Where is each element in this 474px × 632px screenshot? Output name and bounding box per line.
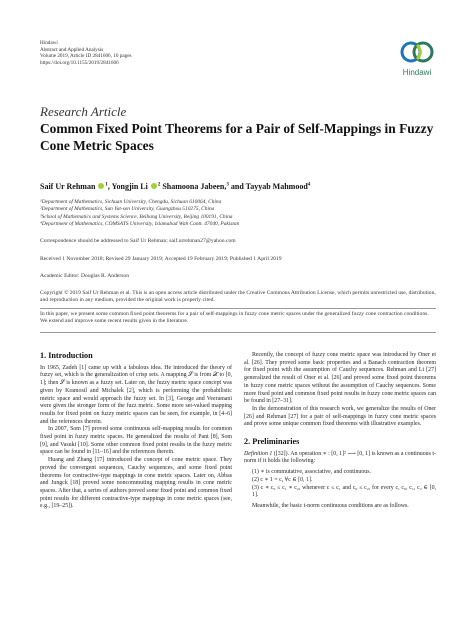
author-separator: Shamoona Jabeen, bbox=[160, 182, 227, 191]
definition-text: ([32]). An operation ∗ : [0, 1]² ⟶ [0, 1] is known as a continuous t-norm if it holds the following: bbox=[244, 450, 436, 465]
abstract: In this paper, we present some common fixed point theorems for a pair of self-mappings in fuzzy cone metric spaces under the generalized fuzzy cone contraction conditions. We extend and improve some recent results given in the literature. bbox=[40, 311, 429, 325]
section-heading-introduction: 1. Introduction bbox=[40, 351, 93, 360]
orcid-icon[interactable] bbox=[98, 183, 104, 189]
paragraph: Recently, the concept of fuzzy cone metric space was introduced by Oner et al. [26]. They proved some basic properties and a Banach contraction theorem for fixed point with the assumption of Cauchy sequences. Rehman and Li [27] generalized the result of Oner et al. [26] and proved some fixed point theorems in fuzzy cone metric spaces without the assumption of Cauchy sequences. Some more fixed point and common fixed point results in fuzzy cone metric spaces can be found in [27–31]. bbox=[244, 352, 436, 405]
definition-label: Definition 1 bbox=[244, 450, 273, 457]
volume-info: Volume 2019, Article ID 2841606, 10 pages bbox=[40, 53, 132, 60]
publisher-name: Hindawi bbox=[40, 40, 58, 46]
affiliations bbox=[40, 199, 239, 229]
doi-link[interactable]: https://doi.org/10.1155/2019/2841606 bbox=[40, 59, 119, 66]
divider bbox=[40, 332, 436, 333]
author-list bbox=[40, 182, 310, 191]
list-item: (2) c ∗ 1 = c, ∀c ∈ [0, 1]. bbox=[252, 476, 313, 483]
paragraph: Huang and Zhang [17] introduced the concept of cone metric space. They proved the convergent sequences, Cauchy sequences, and some fixed point theorems for contractive-type mappings in cone metric spaces. Later on, Abbas and Jungck [18] proved some noncommuting mapping results in cone metric spaces. After that, a series of authors proved some fixed point and common fixed point results for different contractive-type mappings in cone metric spaces (see, e.g., [19–25]). bbox=[40, 457, 232, 510]
author-affil-marker: 3 bbox=[226, 182, 229, 188]
author-affil-marker: 4 bbox=[307, 182, 311, 188]
list-item: (1) ∗ is commutative, associative, and continuous. bbox=[252, 469, 372, 476]
author-affil-marker: 2 bbox=[157, 182, 161, 188]
copyright-notice: Copyright © 2019 Saif Ur Rehman et al. This is an open access article distributed under the Creative Commons Attribution License, which permits unrestricted use, distribution, and reproduction in any medium, provided the original work is properly cited. bbox=[40, 290, 436, 304]
orcid-icon[interactable] bbox=[151, 183, 157, 189]
logo-text: Hindawi bbox=[402, 68, 432, 77]
definition-conditions bbox=[252, 469, 436, 500]
hindawi-logo bbox=[393, 37, 441, 77]
right-column bbox=[244, 352, 436, 511]
article-type: Research Article bbox=[40, 104, 127, 119]
author-affil-marker: 1 bbox=[105, 182, 108, 188]
paper-title: Common Fixed Point Theorems for a Pair of Self-Mappings in Fuzzy Cone Metric Spaces bbox=[40, 121, 434, 153]
affiliation-line: ⁴Department of Mathematics, COMSATS University, Islamabad Wah Cantt. 47040, Pakistan bbox=[40, 221, 240, 228]
affiliation-line: ¹Department of Mathematics, Sichuan University, Chengdu, Sichuan 610064, China bbox=[40, 199, 222, 205]
author-separator: , bbox=[107, 182, 112, 191]
correspondence: Correspondence should be addressed to Saif Ur Rehman; saif.urrehman27@yahoo.com bbox=[40, 238, 236, 244]
affiliation-line: ³School of Mathematics and Systems Science, Beihang University, Beijing 100191, China bbox=[40, 213, 233, 220]
paragraph: In the demonstration of this research work, we generalize the results of Oner [26] and Rehman [27] for a pair of self-mappings in fuzzy cone metric spaces and prove some unique common fixed theorems with illustrative examples. bbox=[244, 405, 436, 428]
divider bbox=[40, 308, 436, 309]
author-name: Saif Ur Rehman bbox=[40, 182, 96, 191]
author-name: Yongjin Li bbox=[111, 182, 148, 191]
paragraph: In 2007, Som [7] proved some continuous self-mapping results for common fixed point in fuzzy metric spaces. He generalized the results of Pant [8], Som [9], and Vasuki [10]. Some other common fixed point results in the fuzzy metric space can be found in [11–16] and the references therein. bbox=[40, 426, 232, 456]
paragraph: Meanwhile, the basic t-norm continuous conditions are as follows. bbox=[252, 502, 409, 509]
section-heading-preliminaries: 2. Preliminaries bbox=[244, 437, 300, 447]
academic-editor: Academic Editor: Douglas R. Anderson bbox=[40, 273, 130, 279]
journal-header bbox=[40, 40, 132, 66]
author-separator: and Tayyab Mahmood bbox=[228, 182, 308, 191]
publication-dates: Received 1 November 2018; Revised 29 January 2019; Accepted 19 February 2019; Published 1 April 2019 bbox=[40, 256, 282, 262]
definition bbox=[244, 451, 436, 466]
list-item: (3) c ∗ c₀ ≤ c₁ ∗ c₂, whenever c ≤ c₁ and c₀ ≤ c₂, for every c, c₀, c₁, c₂ ∈ [0, 1]. bbox=[252, 484, 436, 499]
affiliation-line: ²Department of Mathematics, Sun Yat-sen University, Guangzhou 510275, China bbox=[40, 206, 215, 213]
paragraph: In 1965, Zadeh [1] came up with a fabulous idea. He introduced the theory of fuzzy set, which is the generalization of crisp sets. A mapping 𝒮 is from 𝒳 to [0, 1]; then 𝒮 is known as a fuzzy set. Later on, the fuzzy metric space concept was given by Kramosil and Michalek [2], which is performing the probabilistic metric space and would approach the fuzzy set. In [3], George and Veeramani were given the stronger form of the fuzz metric. Some more set-valued mapping results for fixed point on fuzzy metric spaces can be seen, for example, in [4–6] and the references therein. bbox=[40, 364, 232, 425]
journal-title: Abstract and Applied Analysis bbox=[40, 46, 104, 53]
left-column bbox=[40, 352, 232, 511]
hindawi-logo-icon bbox=[400, 37, 434, 67]
